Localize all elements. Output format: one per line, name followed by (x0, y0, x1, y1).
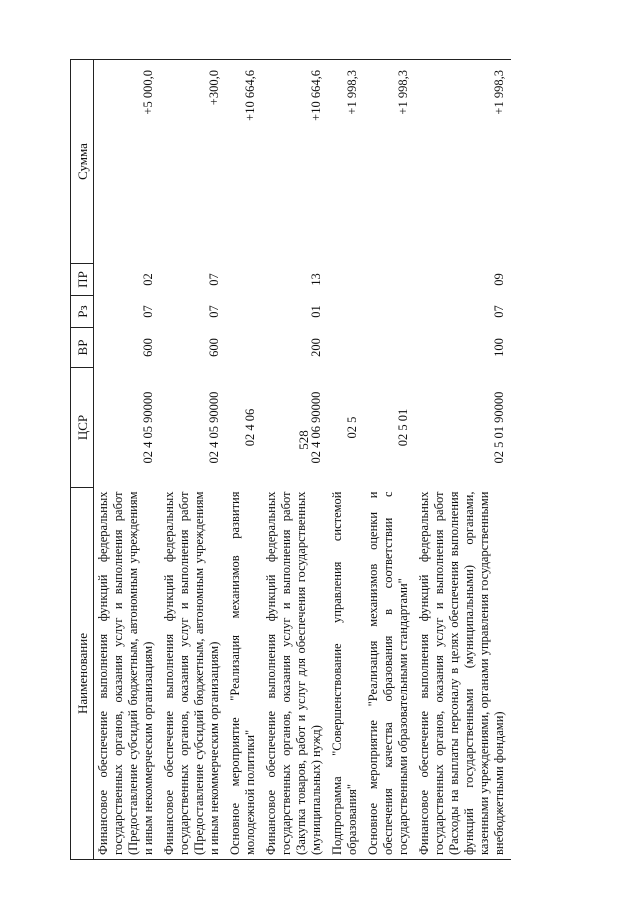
table-row (226, 60, 262, 860)
cell-pr: 02 (141, 273, 155, 286)
cell-csr: 02 4 06 90000 (309, 391, 323, 464)
cell-name: Подпрограмма "Совершенствование управления системой образования" (328, 488, 364, 860)
header-vr: ВР (71, 328, 94, 368)
budget-table (70, 59, 511, 860)
table-row (160, 60, 226, 860)
cell-csr: 02 4 05 90000 (207, 391, 221, 464)
page-number: 528 (296, 430, 311, 450)
cell-sum: +5 000,0 (94, 60, 161, 264)
cell-sum: +10 664,6 (226, 60, 262, 264)
cell-pr (364, 264, 415, 296)
cell-sum: +1 998,3 (415, 60, 511, 264)
cell-sum: +1 998,3 (364, 60, 415, 264)
cell-csr: 02 5 01 (396, 408, 410, 447)
cell-pr: 13 (309, 273, 323, 286)
cell-rz (328, 296, 364, 328)
header-sum: Сумма (71, 60, 94, 264)
table-row (94, 60, 161, 860)
cell-vr (364, 328, 415, 368)
cell-pr: 09 (492, 273, 506, 286)
cell-vr: 600 (207, 338, 221, 357)
cell-name: Основное мероприятие "Реализация механизмов развития молодежной политики" (226, 488, 262, 860)
cell-rz: 07 (141, 305, 155, 318)
cell-name: Финансовое обеспечение выполнения функций федеральных государственных органов, оказания услуг и выполнения работ (Предоставление субсидий бюджетным, автономным учреждениям и иным некоммерческим организациям) (94, 488, 161, 860)
table-row (262, 60, 328, 860)
table-row (415, 60, 511, 860)
header-pr: ПР (71, 264, 94, 296)
cell-rz (226, 296, 262, 328)
cell-sum: +1 998,3 (328, 60, 364, 264)
cell-rz: 07 (207, 305, 221, 318)
cell-name: Основное мероприятие "Реализация механизмов оценки и обеспечения качества образования в соответствии с государственными образовательными стандартами" (364, 488, 415, 860)
cell-rz: 07 (492, 305, 506, 318)
cell-vr: 600 (141, 338, 155, 357)
table-header-row (71, 60, 94, 860)
header-name: Наименование (71, 488, 94, 860)
cell-vr (328, 328, 364, 368)
cell-pr: 07 (207, 273, 221, 286)
cell-csr: 02 5 (345, 416, 359, 439)
header-rz: Рз (71, 296, 94, 328)
cell-pr (328, 264, 364, 296)
table-row (328, 60, 364, 860)
cell-vr (226, 328, 262, 368)
cell-csr: 02 5 01 90000 (492, 391, 506, 464)
cell-rz: 01 (309, 305, 323, 318)
cell-csr: 02 4 06 (243, 408, 257, 447)
cell-rz (364, 296, 415, 328)
cell-name: Финансовое обеспечение выполнения функций федеральных государственных органов, оказания услуг и выполнения работ (Закупка товаров, работ и услуг для обеспечения государственных (муниципальных) нужд) (262, 488, 328, 860)
cell-csr: 02 4 05 90000 (141, 391, 155, 464)
table-body (94, 60, 512, 860)
cell-vr: 200 (309, 338, 323, 357)
cell-sum: +300,0 (160, 60, 226, 264)
cell-name: Финансовое обеспечение выполнения функций федеральных государственных органов, оказания услуг и выполнения работ (Предоставление субсидий бюджетным, автономным учреждениям и иным некоммерческим организациям) (160, 488, 226, 860)
cell-sum: +10 664,6 (262, 60, 328, 264)
cell-name: Финансовое обеспечение выполнения функций федеральных государственных органов, оказания услуг и выполнения работ (Расходы на выплаты персоналу в целях обеспечения выполнения функций государственными (муниципальными) органами, казенными учреждениями, органами управления государственными внебюджетными фондами) (415, 488, 511, 860)
header-csr: ЦСР (71, 368, 94, 488)
rotated-page (70, 40, 590, 860)
cell-vr: 100 (492, 338, 506, 357)
cell-pr (226, 264, 262, 296)
table-row (364, 60, 415, 860)
